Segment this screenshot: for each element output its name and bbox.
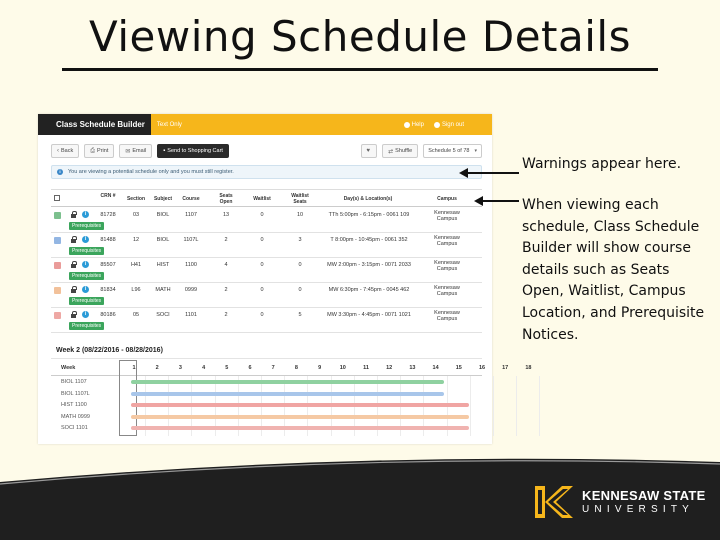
seats-open-cell: 4 [224, 262, 228, 268]
seats-open-header: Seats Open [219, 193, 233, 205]
days-location-cell: T 8:00pm - 10:45pm - 0061 352 [330, 237, 408, 243]
warning-text: You are viewing a potential schedule only and you must still register. [68, 169, 234, 175]
callout-details: When viewing each schedule, Class Schedule Builder will show course details such as Seats Open, Waitlist, Campus Location, and Prerequisite Notices. [522, 197, 705, 343]
week-number[interactable]: 12 [386, 365, 393, 371]
schedule-selector[interactable] [423, 144, 482, 158]
chevron-down-icon: ▾ [474, 148, 477, 154]
text-only-link[interactable]: Text Only [156, 121, 182, 128]
week-number[interactable]: 1 [132, 365, 136, 371]
section-cell: 05 [132, 312, 140, 318]
course-color-swatch[interactable] [54, 212, 61, 219]
course-cell: 1101 [185, 312, 197, 318]
lock-icon[interactable] [71, 261, 76, 268]
seats-open-cell: 2 [224, 287, 228, 293]
timeline-bar[interactable] [131, 380, 444, 384]
app-header [38, 114, 492, 135]
week-number[interactable]: 9 [318, 365, 322, 371]
waitlist-seats-cell: 0 [298, 287, 302, 293]
week-timeline-row [51, 423, 482, 434]
week-timeline-row [51, 412, 482, 423]
print-label: Print [97, 148, 109, 154]
subject-cell: BIOL [156, 212, 170, 218]
info-icon: i [57, 169, 63, 175]
week-number[interactable]: 18 [525, 365, 532, 371]
subject-cell: SOCI [156, 312, 170, 318]
envelope-icon: ✉ [125, 148, 131, 155]
seats-open-cell: 13 [222, 212, 230, 218]
days-location-cell: MW 2:00pm - 3:15pm - 0071 2033 [327, 262, 411, 268]
prerequisites-badge[interactable]: Prerequisites [69, 222, 104, 230]
crn-cell: 81834 [100, 287, 116, 293]
week-timeline-row [51, 400, 482, 411]
week-label: Week [61, 365, 76, 371]
title-underline [62, 68, 658, 71]
waitlist-seats-cell: 3 [298, 237, 302, 243]
section-cell: 03 [132, 212, 140, 218]
subject-cell: BIOL [156, 237, 170, 243]
course-cell: 0999 [184, 287, 198, 293]
timeline-bar[interactable] [131, 415, 469, 419]
subject-header: Subject [153, 196, 173, 202]
schedule-selector-label: Schedule 5 of 78 [428, 148, 470, 154]
week-gridline [539, 376, 540, 436]
week-header [51, 358, 532, 376]
section-cell: L96 [131, 287, 141, 293]
subject-cell: MATH [155, 287, 171, 293]
sign-out-label: Sign out [441, 121, 464, 128]
waitlist-seats-header: Waitlist Seats [291, 193, 309, 205]
seats-open-cell: 2 [224, 237, 228, 243]
days-location-cell: MW 6:30pm - 7:45pm - 0045 462 [328, 287, 410, 293]
days-location-cell: MW 3:30pm - 4:45pm - 0071 1021 [327, 312, 411, 318]
timeline-course-label: BIOL 1107 [61, 379, 87, 385]
timeline-bar[interactable] [131, 426, 469, 430]
info-icon[interactable]: i [82, 311, 89, 318]
week-title: Week 2 (08/22/2016 - 08/28/2016) [56, 347, 163, 354]
course-row [51, 308, 482, 333]
course-header: Course [182, 196, 200, 202]
timeline-course-label: SOCI 1101 [61, 425, 88, 431]
week-timeline-row [51, 377, 482, 388]
info-icon[interactable]: i [82, 211, 89, 218]
waitlist-cell: 0 [260, 262, 264, 268]
favorite-button[interactable] [361, 144, 377, 158]
info-icon[interactable]: i [82, 236, 89, 243]
timeline-bar[interactable] [131, 392, 444, 396]
week-number[interactable]: 7 [271, 365, 275, 371]
course-row [51, 258, 482, 283]
week-number[interactable]: 8 [294, 365, 298, 371]
waitlist-header: Waitlist [253, 196, 271, 202]
send-label: Send to Shopping Cart [167, 148, 223, 154]
week-number[interactable]: 6 [248, 365, 252, 371]
lock-icon[interactable] [71, 236, 76, 243]
back-button[interactable] [51, 144, 79, 158]
campus-cell: Kennesaw Campus [434, 260, 460, 272]
lock-icon[interactable] [71, 211, 76, 218]
section-cell: H41 [130, 262, 142, 268]
week-number[interactable]: 15 [455, 365, 462, 371]
waitlist-seats-cell: 10 [296, 212, 304, 218]
waitlist-seats-cell: 0 [298, 262, 302, 268]
ksu-logo-mark [532, 480, 576, 524]
cart-icon: ▪ [163, 148, 166, 154]
waitlist-cell: 0 [260, 287, 264, 293]
back-label: Back [61, 148, 74, 154]
crn-cell: 81488 [100, 237, 116, 243]
course-cell: 1107L [183, 237, 199, 243]
course-color-swatch[interactable] [54, 262, 61, 269]
timeline-course-label: MATH 0999 [61, 413, 90, 420]
slide-title: Viewing Schedule Details [89, 12, 631, 61]
week-number[interactable]: 2 [155, 365, 159, 371]
sign-out-icon [434, 122, 440, 128]
prerequisites-badge[interactable]: Prerequisites [69, 247, 104, 255]
week-number[interactable]: 16 [478, 365, 486, 371]
crn-cell: 81728 [100, 212, 116, 218]
chevron-left-icon: ‹ [57, 148, 59, 154]
sign-out-link[interactable] [434, 122, 464, 128]
days-location-cell: TTh 5:00pm - 6:15pm - 0061 109 [328, 212, 410, 218]
course-table-header [51, 189, 482, 207]
week-gridline [516, 376, 517, 436]
campus-cell: Kennesaw Campus [434, 285, 460, 297]
send-to-cart-button[interactable] [157, 144, 229, 158]
crn-cell: 85507 [100, 262, 116, 268]
lock-icon[interactable] [71, 286, 76, 293]
week-number[interactable]: 4 [202, 365, 206, 371]
campus-cell: Kennesaw Campus [434, 310, 460, 322]
help-icon [404, 122, 410, 128]
heart-icon: ♥ [366, 148, 370, 154]
help-label: Help [411, 121, 424, 128]
course-row [51, 283, 482, 308]
seats-open-cell: 2 [224, 312, 228, 318]
week-timeline-row [51, 389, 482, 400]
course-color-swatch[interactable] [54, 287, 61, 294]
logo-wordmark-line1: KENNESAW STATE [582, 488, 706, 503]
help-link[interactable] [404, 122, 424, 128]
campus-header: Campus [437, 196, 457, 202]
info-icon[interactable]: i [82, 286, 89, 293]
waitlist-cell: 0 [260, 312, 264, 318]
select-all-checkbox[interactable] [54, 195, 60, 201]
prerequisites-badge[interactable]: Prerequisites [69, 322, 104, 330]
callout-arrows [455, 160, 525, 210]
waitlist-cell: 0 [260, 212, 264, 218]
info-icon[interactable]: i [82, 261, 89, 268]
email-label: Email [132, 148, 147, 154]
email-button[interactable] [119, 144, 152, 158]
warning-banner [51, 165, 482, 179]
course-color-swatch[interactable] [54, 312, 61, 319]
course-cell: 1107 [185, 212, 197, 218]
waitlist-seats-cell: 5 [298, 312, 302, 318]
campus-cell: Kennesaw Campus [434, 235, 460, 247]
app-title: Class Schedule Builder [38, 114, 151, 135]
week-number[interactable]: 11 [363, 365, 369, 371]
shuffle-label: Shuffle [395, 148, 413, 154]
callout-warnings: Warnings appear here. [522, 156, 682, 172]
timeline-bar[interactable] [131, 403, 469, 407]
course-color-swatch[interactable] [54, 237, 61, 244]
section-header: Section [126, 196, 146, 202]
shuffle-button[interactable] [382, 144, 418, 158]
arrow-to-table [474, 196, 519, 206]
logo-wordmark-line2: UNIVERSITY [582, 504, 695, 515]
week-gridline [493, 376, 494, 436]
timeline-course-label: BIOL 1107L [61, 390, 90, 397]
prerequisites-badge[interactable]: Prerequisites [69, 272, 104, 280]
waitlist-cell: 0 [260, 237, 264, 243]
campus-cell: Kennesaw Campus [434, 210, 460, 222]
printer-icon: ⎙ [90, 147, 96, 154]
course-row [51, 208, 482, 233]
print-button[interactable] [84, 144, 114, 158]
week-number[interactable]: 10 [339, 365, 346, 371]
schedule-builder-screenshot [38, 114, 532, 444]
week-number[interactable]: 13 [409, 365, 416, 371]
week-number[interactable]: 14 [432, 365, 439, 371]
section-cell: 12 [132, 237, 140, 243]
week-number[interactable]: 3 [178, 365, 182, 371]
crn-cell: 80186 [100, 312, 116, 318]
prerequisites-badge[interactable]: Prerequisites [69, 297, 104, 305]
crn-header: CRN # [100, 193, 116, 199]
shuffle-icon: ⇄ [388, 148, 394, 155]
arrow-to-warning [459, 168, 519, 178]
course-row [51, 233, 482, 258]
timeline-course-label: HIST 1100 [61, 402, 87, 408]
course-cell: 1100 [185, 262, 197, 268]
days-header: Day(s) & Location(s) [343, 196, 393, 202]
lock-icon[interactable] [71, 311, 76, 318]
week-number[interactable]: 17 [502, 365, 509, 371]
toolbar [51, 144, 482, 158]
subject-cell: HIST [156, 262, 170, 268]
week-number[interactable]: 5 [225, 365, 229, 371]
